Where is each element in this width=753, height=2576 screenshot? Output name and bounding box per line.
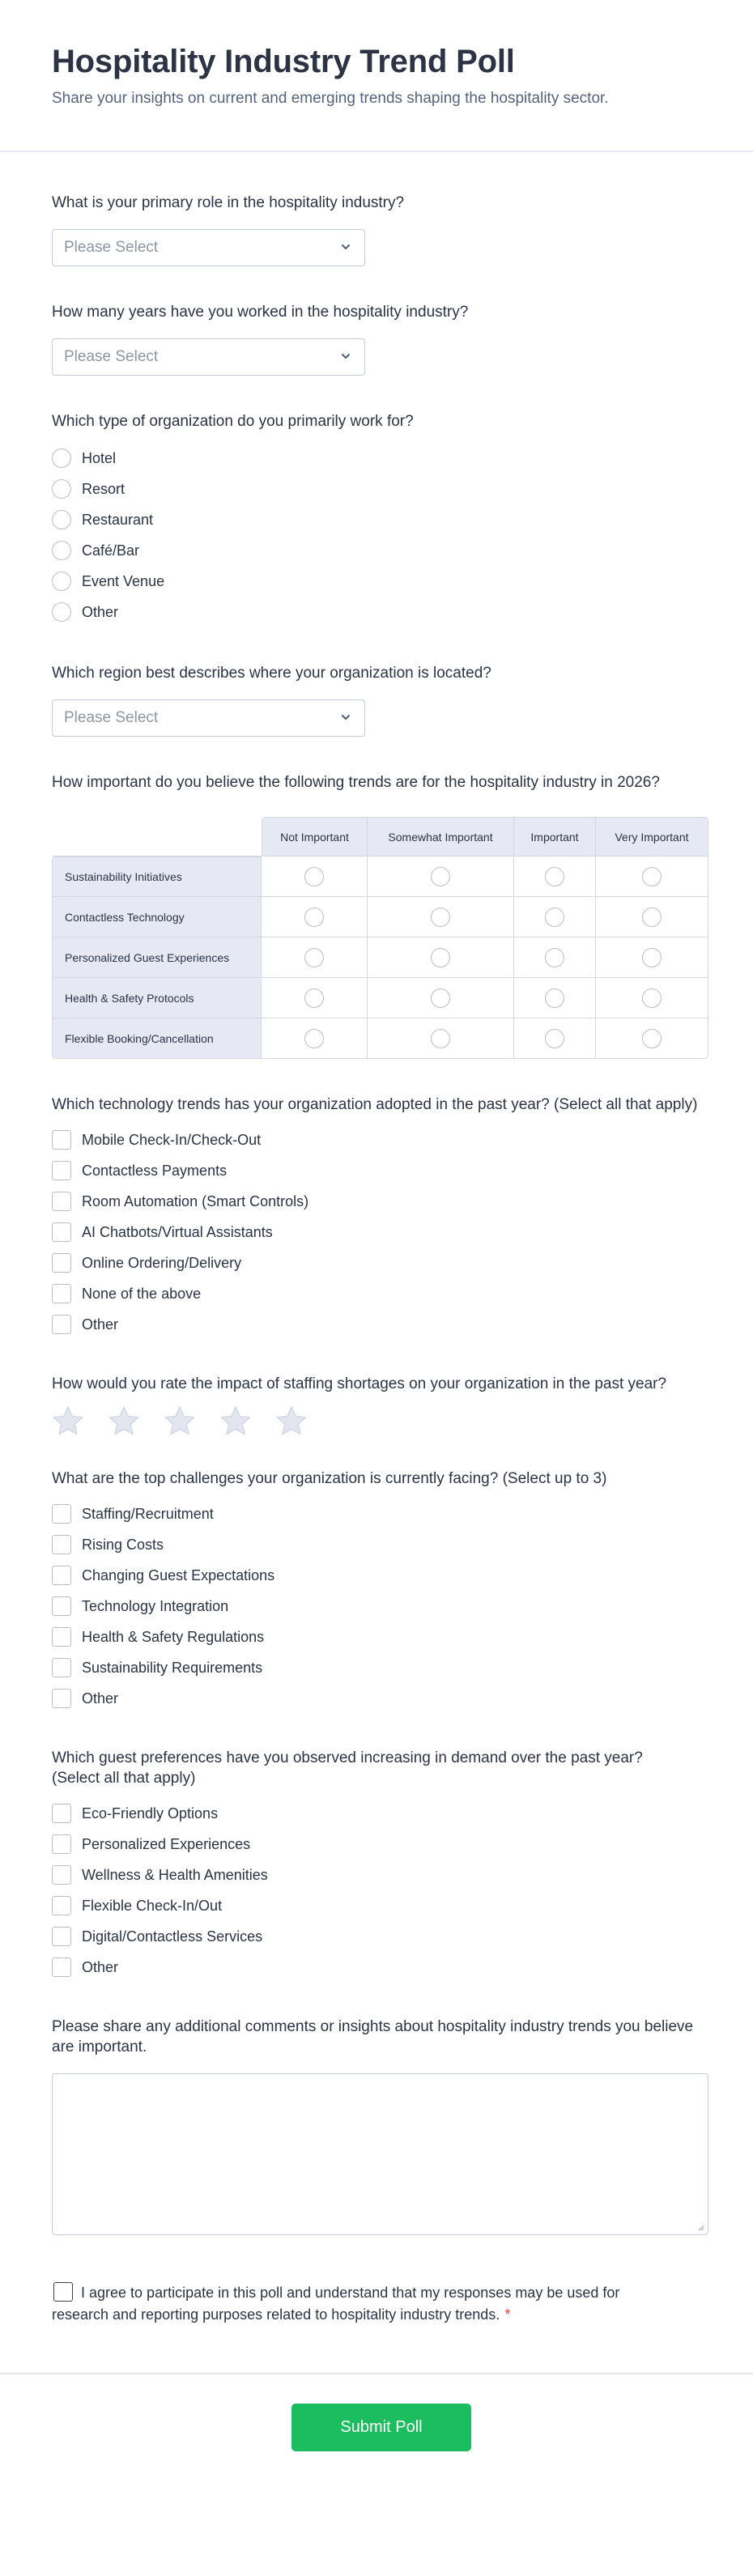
matrix-radio[interactable] (642, 948, 662, 967)
radio-button[interactable] (52, 448, 71, 468)
chevron-down-icon (340, 351, 351, 362)
consent-checkbox[interactable] (53, 2282, 73, 2302)
years-select[interactable] (52, 338, 365, 376)
question-challenges (52, 1436, 708, 1714)
matrix-row-label: Sustainability Initiatives (52, 857, 262, 897)
region-select[interactable] (52, 699, 365, 737)
checkbox-option[interactable] (52, 1560, 708, 1591)
checkbox[interactable] (52, 1834, 71, 1854)
question-label: How many years have you worked in the hospitality industry? (52, 304, 469, 321)
matrix-column-header: Very Important (596, 817, 708, 857)
matrix-row-label: Contactless Technology (52, 897, 262, 937)
checkbox-label: Staffing/Recruitment (82, 1505, 214, 1522)
chevron-down-icon (340, 712, 351, 723)
radio-button[interactable] (52, 479, 71, 499)
matrix-radio[interactable] (431, 908, 450, 927)
question-guest-preferences (52, 1714, 708, 1983)
star-icon[interactable] (164, 1405, 196, 1436)
question-label: Which technology trends has your organization adopted in the past year? (Select all that apply) (52, 1096, 698, 1113)
radio-button[interactable] (52, 572, 71, 591)
checkbox[interactable] (52, 1927, 71, 1946)
matrix-row (52, 937, 708, 978)
checkbox-option[interactable] (52, 1498, 708, 1529)
checkbox-option[interactable] (52, 1309, 708, 1340)
checkbox-label: Rising Costs (82, 1536, 164, 1553)
matrix-radio[interactable] (545, 948, 564, 967)
matrix-radio[interactable] (431, 1029, 450, 1048)
form-footer (0, 2373, 753, 2492)
chevron-down-icon (340, 241, 351, 253)
checkbox-option[interactable] (52, 1124, 708, 1155)
checkbox-option[interactable] (52, 1217, 708, 1248)
matrix-radio[interactable] (545, 1029, 564, 1048)
checkbox[interactable] (52, 1896, 71, 1915)
question-label: Please share any additional comments or insights about hospitality industry trends you believe are important. (52, 2018, 694, 2055)
matrix-column-header: Somewhat Important (368, 817, 514, 857)
matrix-row-label: Health & Safety Protocols (52, 978, 262, 1018)
radio-button[interactable] (52, 602, 71, 622)
page-subtitle: Share your insights on current and emerging trends shaping the hospitality sector. (52, 90, 609, 107)
matrix-radio[interactable] (431, 988, 450, 1008)
radio-option[interactable] (52, 443, 708, 474)
matrix-column-header: Not Important (262, 817, 368, 857)
checkbox[interactable] (52, 1566, 71, 1585)
star-icon[interactable] (108, 1405, 140, 1436)
question-label: Which guest preferences have you observed increasing in demand over the past year? (Select all that apply) (52, 1749, 643, 1787)
radio-label: Hotel (82, 449, 117, 466)
matrix-radio[interactable] (642, 867, 662, 886)
question-label: How would you rate the impact of staffing shortages on your organization in the past year? (52, 1375, 667, 1392)
page-title: Hospitality Industry Trend Poll (52, 44, 515, 79)
checkbox[interactable] (52, 1315, 71, 1334)
checkbox-option[interactable] (52, 1952, 708, 1983)
radio-option[interactable] (52, 566, 708, 597)
checkbox-label: Flexible Check-In/Out (82, 1897, 223, 1914)
comments-textarea[interactable] (52, 2073, 708, 2235)
checkbox-option[interactable] (52, 1921, 708, 1952)
matrix-radio[interactable] (545, 867, 564, 886)
question-label: How important do you believe the following trends are for the hospitality industry in 2026? (52, 774, 660, 791)
checkbox-label: Digital/Contactless Services (82, 1928, 263, 1945)
matrix-radio[interactable] (642, 1029, 662, 1048)
radio-option[interactable] (52, 597, 708, 627)
checkbox[interactable] (52, 1689, 71, 1708)
checkbox-label: AI Chatbots/Virtual Assistants (82, 1223, 273, 1240)
consent-field (52, 2282, 627, 2326)
checkbox-option[interactable] (52, 1890, 708, 1921)
checkbox-option[interactable] (52, 1591, 708, 1622)
matrix-radio[interactable] (304, 867, 324, 886)
question-org-type (52, 376, 708, 627)
checkbox[interactable] (52, 1535, 71, 1554)
radio-label: Café/Bar (82, 542, 140, 559)
checkbox-label: Sustainability Requirements (82, 1659, 263, 1676)
checkbox-option[interactable] (52, 1248, 708, 1278)
checkbox-label: Eco-Friendly Options (82, 1804, 219, 1821)
checkbox-option[interactable] (52, 1278, 708, 1309)
question-consent (52, 2235, 708, 2373)
select-placeholder: Please Select (64, 348, 159, 365)
checkbox[interactable] (52, 1253, 71, 1273)
checkbox-option[interactable] (52, 1155, 708, 1186)
checkbox[interactable] (52, 1504, 71, 1524)
matrix-row (52, 978, 708, 1018)
question-label: What are the top challenges your organization is currently facing? (Select up to 3) (52, 1470, 607, 1487)
importance-matrix (52, 817, 708, 1059)
question-staffing-rating (52, 1340, 708, 1436)
checkbox[interactable] (52, 1958, 71, 1977)
question-region (52, 627, 708, 737)
checkbox-option[interactable] (52, 1529, 708, 1560)
matrix-row (52, 1018, 708, 1059)
checkbox-label: Other (82, 1316, 119, 1333)
matrix-radio[interactable] (431, 867, 450, 886)
radio-button[interactable] (52, 510, 71, 529)
question-comments (52, 1983, 708, 2235)
checkbox-label: None of the above (82, 1285, 202, 1302)
checkbox-option[interactable] (52, 1652, 708, 1683)
matrix-radio[interactable] (304, 1029, 324, 1048)
matrix-row (52, 857, 708, 897)
radio-label: Resort (82, 480, 126, 497)
matrix-row-label: Personalized Guest Experiences (52, 937, 262, 978)
checkbox-label: Health & Safety Regulations (82, 1628, 265, 1645)
question-trends-matrix (52, 737, 708, 1059)
star-rating (52, 1405, 708, 1436)
matrix-radio[interactable] (304, 948, 324, 967)
radio-option[interactable] (52, 474, 708, 504)
role-select[interactable] (52, 229, 365, 266)
radio-label: Restaurant (82, 511, 154, 528)
tech-trends-checkbox-group (52, 1124, 708, 1340)
checkbox[interactable] (52, 1804, 71, 1823)
checkbox-label: Room Automation (Smart Controls) (82, 1192, 309, 1209)
checkbox-label: Wellness & Health Amenities (82, 1866, 268, 1883)
matrix-radio[interactable] (431, 948, 450, 967)
star-icon[interactable] (52, 1405, 84, 1436)
matrix-radio[interactable] (642, 908, 662, 927)
checkbox-label: Online Ordering/Delivery (82, 1254, 242, 1271)
checkbox[interactable] (52, 1865, 71, 1885)
required-asterisk: * (504, 2306, 511, 2323)
matrix-row-label: Flexible Booking/Cancellation (52, 1018, 262, 1059)
checkbox-option[interactable] (52, 1186, 708, 1217)
checkbox[interactable] (52, 1658, 71, 1677)
checkbox-option[interactable] (52, 1622, 708, 1652)
checkbox-option[interactable] (52, 1798, 708, 1829)
checkbox[interactable] (52, 1627, 71, 1647)
matrix-radio[interactable] (642, 988, 662, 1008)
resize-handle-icon[interactable] (696, 2223, 704, 2231)
checkbox-option[interactable] (52, 1860, 708, 1890)
poll-form (0, 152, 753, 2373)
submit-poll-button[interactable]: Submit Poll (291, 2404, 471, 2451)
checkbox-label: Mobile Check-In/Check-Out (82, 1131, 262, 1148)
star-icon[interactable] (275, 1405, 308, 1436)
question-years (52, 266, 708, 376)
matrix-row (52, 897, 708, 937)
checkbox[interactable] (52, 1596, 71, 1616)
radio-option[interactable] (52, 535, 708, 566)
org-type-radio-group (52, 443, 708, 627)
checkbox[interactable] (52, 1284, 71, 1303)
select-placeholder: Please Select (64, 709, 159, 726)
form-header (0, 0, 753, 152)
question-label: Which type of organization do you primarily work for? (52, 413, 414, 430)
question-label: What is your primary role in the hospitality industry? (52, 194, 405, 211)
matrix-radio[interactable] (545, 988, 564, 1008)
checkbox[interactable] (52, 1222, 71, 1242)
matrix-corner (52, 817, 262, 857)
checkbox[interactable] (52, 1161, 71, 1180)
checkbox-label: Changing Guest Expectations (82, 1566, 275, 1583)
question-role (52, 152, 708, 266)
matrix-radio[interactable] (304, 988, 324, 1008)
challenges-checkbox-group (52, 1498, 708, 1714)
matrix-column-header: Important (514, 817, 596, 857)
checkbox[interactable] (52, 1192, 71, 1211)
question-tech-trends (52, 1059, 708, 1340)
checkbox-option[interactable] (52, 1683, 708, 1714)
matrix-radio[interactable] (304, 908, 324, 927)
checkbox[interactable] (52, 1130, 71, 1150)
select-placeholder: Please Select (64, 239, 159, 256)
checkbox-label: Other (82, 1690, 119, 1707)
radio-label: Event Venue (82, 572, 165, 589)
checkbox-label: Contactless Payments (82, 1162, 228, 1179)
consent-label: I agree to participate in this poll and understand that my responses may be used for research and reporting purposes related to hospitality industry trends. (52, 2285, 620, 2323)
checkbox-option[interactable] (52, 1829, 708, 1860)
radio-option[interactable] (52, 504, 708, 535)
radio-button[interactable] (52, 541, 71, 560)
checkbox-label: Technology Integration (82, 1597, 229, 1614)
radio-label: Other (82, 603, 119, 620)
star-icon[interactable] (219, 1405, 252, 1436)
guest-prefs-checkbox-group (52, 1798, 708, 1983)
checkbox-label: Other (82, 1958, 119, 1975)
matrix-radio[interactable] (545, 908, 564, 927)
question-label: Which region best describes where your organization is located? (52, 665, 491, 682)
checkbox-label: Personalized Experiences (82, 1835, 251, 1852)
